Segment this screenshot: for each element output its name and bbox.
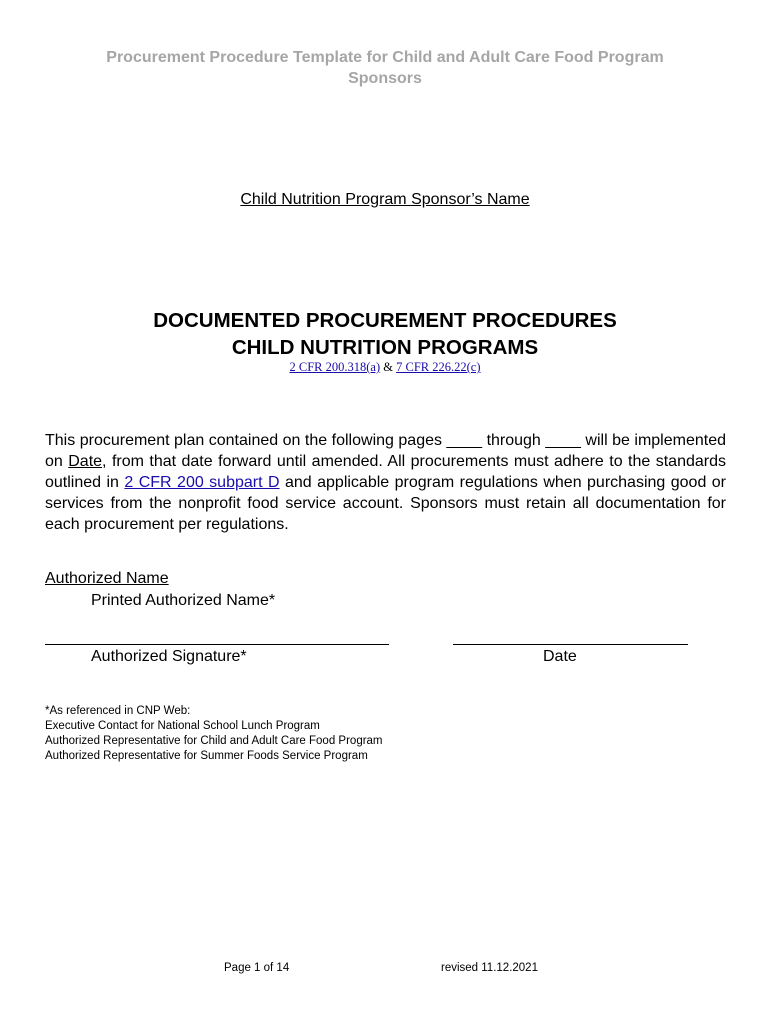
footnote-item: Authorized Representative for Child and Adult Care Food Program [45, 735, 383, 747]
footnote-item: Authorized Representative for Summer Foods Service Program [45, 750, 368, 762]
footnote-item: Executive Contact for National School Lunch Program [45, 720, 320, 732]
authorized-name-field[interactable]: Authorized Name [45, 570, 169, 587]
citations [0, 360, 770, 375]
document-title [0, 307, 770, 361]
date-field[interactable]: Date, [68, 453, 107, 470]
revision-date: revised 11.12.2021 [441, 962, 538, 974]
subpart-d-link[interactable]: 2 CFR 200 subpart D [124, 474, 280, 491]
date-line[interactable] [453, 644, 688, 645]
title-line-2: CHILD NUTRITION PROGRAMS [231, 336, 539, 359]
paragraph-text-2: from that date forward until amended. All procurements must adhere to the standards outlined in [45, 453, 727, 491]
header-line-1: Procurement Procedure Template for Child and Adult Care Food Program [106, 49, 664, 66]
paragraph-text-3: and applicable program regulations when purchasing good or services from the nonprofit food service account. Sponsors must retain all documentation for each procurement per regulations. [45, 474, 727, 533]
header-line-2: Sponsors [348, 70, 422, 87]
paragraph-text-1: This procurement plan contained on the following pages ____ through ____ will be implemented on [45, 432, 726, 470]
citation-link-2cfr[interactable]: 2 CFR 200.318(a) [289, 360, 381, 374]
date-label: Date [543, 648, 577, 665]
footnote [45, 704, 383, 764]
signature-line[interactable] [45, 644, 389, 645]
citation-link-7cfr[interactable]: 7 CFR 226.22(c) [396, 360, 481, 374]
page-number: Page 1 of 14 [224, 962, 290, 974]
title-line-1: DOCUMENTED PROCUREMENT PROCEDURES [153, 309, 617, 332]
printed-name-label: Printed Authorized Name* [91, 592, 276, 609]
footnote-heading: *As referenced in CNP Web: [45, 705, 191, 717]
citation-separator: & [380, 360, 397, 374]
sponsor-name-field[interactable]: Child Nutrition Program Sponsor’s Name [240, 191, 530, 208]
signature-label: Authorized Signature* [91, 648, 247, 665]
document-header [0, 47, 770, 89]
procurement-plan-paragraph [45, 430, 726, 535]
